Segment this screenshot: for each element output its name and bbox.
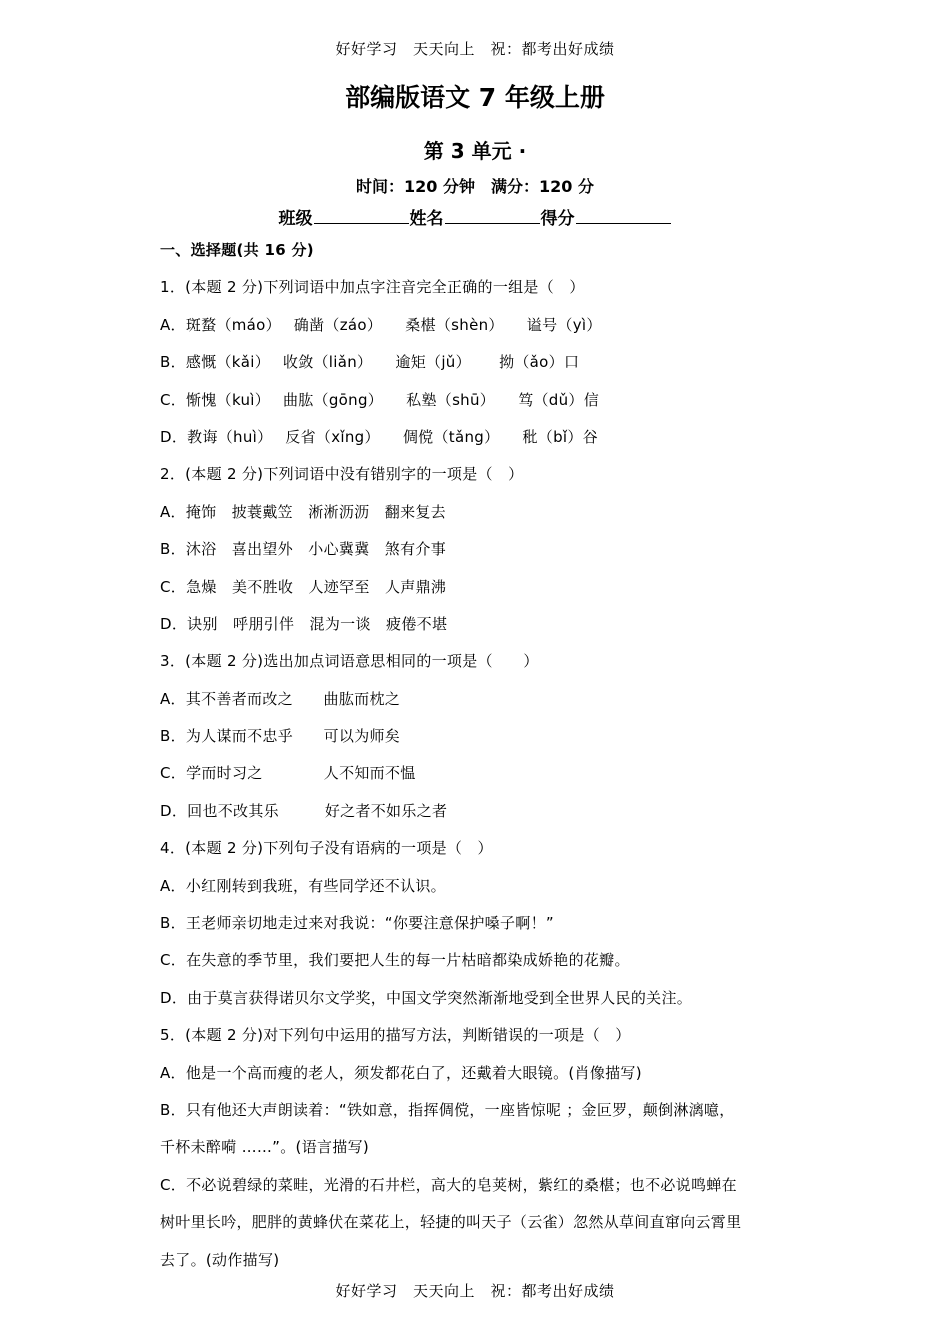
class-blank[interactable]: [314, 205, 409, 224]
answer-option: A．斑蝥（máo） 确凿（záo） 桑椹（shèn） 谥号（yì）: [160, 315, 602, 334]
page-title: 部编版语文 7 年级上册: [345, 83, 605, 112]
answer-option: D．诀别 呼朋引伴 混为一谈 疲倦不堪: [160, 614, 448, 633]
answer-option: A．掩饰 披蓑戴笠 淅淅沥沥 翻来复去: [160, 502, 446, 521]
header-motto: 好好学习 天天向上 祝：都考出好成绩: [335, 40, 615, 58]
answer-option: 去了。(动作描写): [160, 1250, 280, 1269]
answer-option: A．他是一个高而瘦的老人，须发都花白了，还戴着大眼镜。(肖像描写): [160, 1063, 642, 1082]
answer-option: 树叶里长吟，肥胖的黄蜂伏在菜花上，轻捷的叫天子（云雀）忽然从草间直窜向云霄里: [160, 1213, 742, 1232]
class-label: 班级: [278, 209, 313, 229]
question-stem: 4．(本题 2 分)下列句子没有语病的一项是（ ）: [160, 839, 493, 858]
answer-option: A．其不善者而改之 曲肱而枕之: [160, 689, 401, 708]
question-stem: 3．(本题 2 分)选出加点词语意思相同的一项是（ ）: [160, 652, 539, 671]
score-blank[interactable]: [576, 205, 671, 224]
time-score-line: 时间：120 分钟 满分：120 分: [356, 177, 594, 196]
footer-motto: 好好学习 天天向上 祝：都考出好成绩: [335, 1282, 615, 1300]
answer-option: C．不必说碧绿的菜畦，光滑的石井栏，高大的皂荚树，紫红的桑椹；也不必说鸣蝉在: [160, 1175, 737, 1194]
student-info-line: [0, 204, 950, 229]
answer-option: C．在失意的季节里，我们要把人生的每一片枯暗都染成娇艳的花瓣。: [160, 951, 630, 970]
answer-option: B．沐浴 喜出望外 小心冀冀 煞有介事: [160, 540, 446, 559]
answer-option: B．只有他还大声朗读着：“铁如意，指挥倜傥，一座皆惊呢 ；金叵罗，颠倒淋漓噫，: [160, 1100, 735, 1119]
answer-option: D．回也不改其乐 好之者不如乐之者: [160, 801, 448, 820]
question-stem: 2．(本题 2 分)下列词语中没有错别字的一项是（ ）: [160, 465, 524, 484]
section-heading: 一、选择题(共 16 分): [160, 241, 314, 259]
name-blank[interactable]: [445, 205, 540, 224]
question-body: [160, 232, 800, 1279]
answer-option: B．为人谋而不忠乎 可以为师矣: [160, 727, 401, 746]
answer-option: D．教诲（huì） 反省（xǐng） 倜傥（tǎng） 秕（bǐ）谷: [160, 427, 598, 446]
answer-option: A．小红刚转到我班，有些同学还不认识。: [160, 876, 446, 895]
answer-option: B．王老师亲切地走过来对我说：“你要注意保护嗓子啊！”: [160, 914, 554, 933]
name-label: 姓名: [409, 209, 444, 229]
answer-option: B．感慨（kǎi） 收敛（liǎn） 逾矩（jǔ） 拗（ǎo）口: [160, 353, 580, 372]
unit-subtitle: 第 3 单元 ·: [423, 139, 527, 163]
answer-option: C．惭愧（kuì） 曲肱（gōng） 私塾（shū） 笃（dǔ）信: [160, 390, 600, 409]
answer-option: C．急燥 美不胜收 人迹罕至 人声鼎沸: [160, 577, 447, 596]
question-stem: 5．(本题 2 分)对下列句中运用的描写方法，判断错误的一项是（ ）: [160, 1026, 631, 1045]
answer-option: C．学而时习之 人不知而不愠: [160, 764, 416, 783]
question-stem: 1．(本题 2 分)下列词语中加点字注音完全正确的一组是（ ）: [160, 278, 585, 297]
answer-option: D．由于莫言获得诺贝尔文学奖，中国文学突然渐渐地受到全世界人民的关注。: [160, 988, 693, 1007]
score-label: 得分: [540, 209, 575, 229]
answer-option: 千杯未醉嗬 ……”。(语言描写): [160, 1138, 370, 1157]
